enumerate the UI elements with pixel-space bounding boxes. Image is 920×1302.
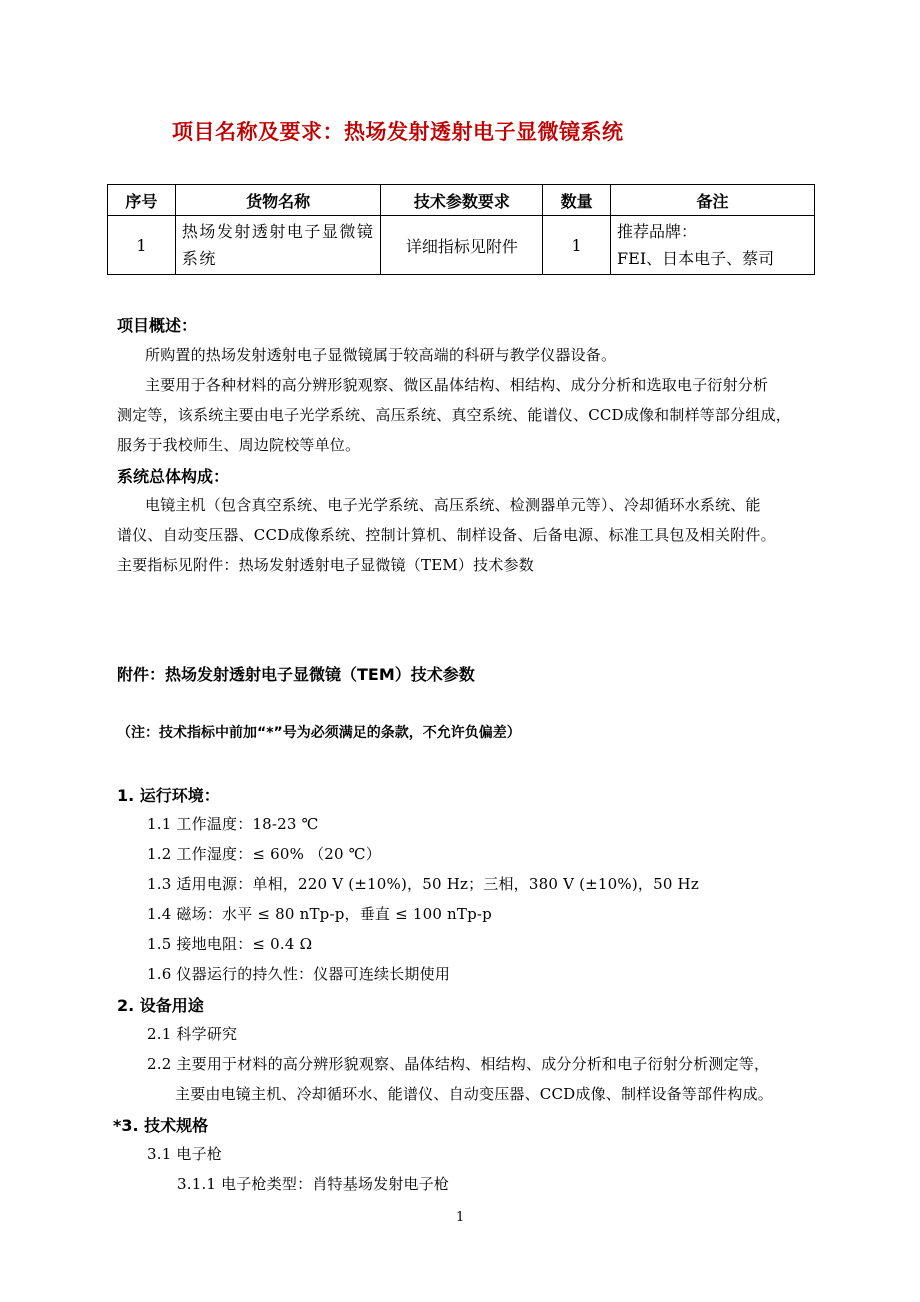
section-1-heading: 1. 运行环境： bbox=[117, 786, 220, 805]
overview-para-2-line-3: 服务于我校师生、周边院校等单位。 bbox=[117, 436, 361, 454]
note-line-1: 推荐品牌： bbox=[617, 222, 698, 241]
header-spec: 技术参数要求 bbox=[381, 185, 543, 216]
section-3-heading: *3. 技术规格 bbox=[113, 1116, 209, 1135]
cell-qty: 1 bbox=[543, 216, 611, 275]
header-qty: 数量 bbox=[543, 185, 611, 216]
section-2-item-1: 2.1 科学研究 bbox=[147, 1025, 238, 1043]
section-1-item-5: 1.5 接地电阻：≤ 0.4 Ω bbox=[147, 935, 313, 953]
cell-no: 1 bbox=[108, 216, 176, 275]
section-2-item-2-line-2: 主要由电镜主机、冷却循环水、能谱仪、自动变压器、CCD成像、制样设备等部件构成。 bbox=[175, 1085, 773, 1103]
section-3-item-1: 3.1 电子枪 bbox=[147, 1145, 223, 1163]
overview-para-2-line-1: 主要用于各种材料的高分辨形貌观察、微区晶体结构、相结构、成分分析和选取电子衍射分析 bbox=[145, 376, 769, 394]
section-1-item-4: 1.4 磁场：水平 ≤ 80 nTp-p，垂直 ≤ 100 nTp-p bbox=[147, 905, 492, 923]
table-row bbox=[108, 216, 815, 275]
cell-name: 热场发射透射电子显微镜系统 bbox=[175, 216, 381, 275]
requirements-table bbox=[107, 184, 815, 275]
attachment-title: 附件：热场发射透射电子显微镜（TEM）技术参数 bbox=[117, 665, 475, 684]
section-1-item-1: 1.1 工作温度：18-23 ℃ bbox=[147, 815, 319, 833]
section-1-item-3: 1.3 适用电源：单相，220 V (±10%)，50 Hz；三相，380 V (±10%)，50 Hz bbox=[147, 875, 699, 893]
attachment-note: （注：技术指标中前加“*”号为必须满足的条款，不允许负偏差） bbox=[117, 725, 521, 741]
header-no: 序号 bbox=[108, 185, 176, 216]
cell-note bbox=[611, 216, 815, 275]
section-2-heading: 2. 设备用途 bbox=[117, 996, 204, 1015]
section-2-item-2-line-1: 2.2 主要用于材料的高分辨形貌观察、晶体结构、相结构、成分分析和电子衍射分析测定等， bbox=[147, 1055, 770, 1073]
header-note: 备注 bbox=[611, 185, 815, 216]
page-title: 项目名称及要求：热场发射透射电子显微镜系统 bbox=[172, 120, 624, 144]
section-1-item-6: 1.6 仪器运行的持久性：仪器可连续长期使用 bbox=[147, 965, 451, 983]
cell-spec: 详细指标见附件 bbox=[381, 216, 543, 275]
overview-heading: 项目概述： bbox=[117, 316, 198, 335]
overview-para-2-line-2: 测定等，该系统主要由电子光学系统、高压系统、真空系统、能谱仪、CCD成像和制样等部分组成， bbox=[117, 406, 791, 424]
header-name: 货物名称 bbox=[175, 185, 381, 216]
section-3-item-1-1: 3.1.1 电子枪类型：肖特基场发射电子枪 bbox=[177, 1175, 450, 1193]
note-line-2: FEI、日本电子、蔡司 bbox=[617, 249, 775, 268]
composition-line-1: 电镜主机（包含真空系统、电子光学系统、高压系统、检测器单元等）、冷却循环水系统、能 bbox=[145, 496, 761, 514]
table-header-row bbox=[108, 185, 815, 216]
page-number: 1 bbox=[456, 1210, 465, 1225]
composition-line-2: 谱仪、自动变压器、CCD成像系统、控制计算机、制样设备、后备电源、标准工具包及相关附件。 bbox=[117, 526, 776, 544]
composition-heading: 系统总体构成： bbox=[117, 467, 230, 486]
overview-para-1: 所购置的热场发射透射电子显微镜属于较高端的科研与教学仪器设备。 bbox=[145, 346, 617, 364]
section-1-item-2: 1.2 工作湿度：≤ 60% （20 ℃） bbox=[147, 845, 381, 863]
composition-line-3: 主要指标见附件：热场发射透射电子显微镜（TEM）技术参数 bbox=[117, 556, 534, 574]
